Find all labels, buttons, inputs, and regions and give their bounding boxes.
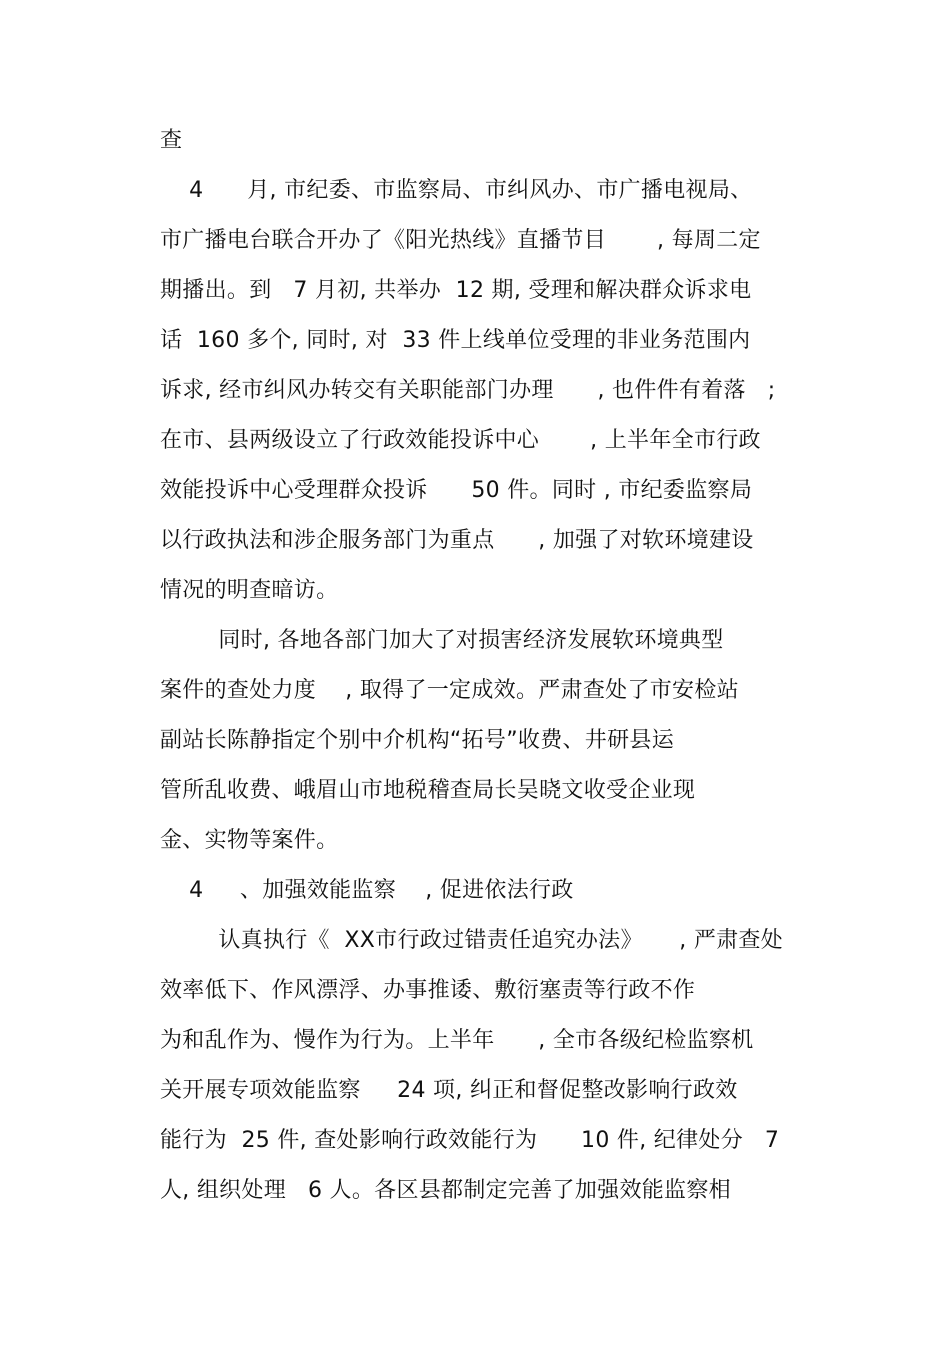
text-line: 市广播电台联合开办了《阳光热线》直播节目 , 每周二定 (160, 228, 761, 253)
text-line: 金、实物等案件。 (160, 828, 339, 853)
text-line: 副站长陈静指定个别中介机构“拓号”收费、井研县运 (160, 728, 674, 753)
text-line: 管所乱收费、峨眉山市地税稽查局长吴晓文收受企业现 (160, 778, 696, 803)
text-line: 同时, 各地各部门加大了对损害经济发展软环境典型 (160, 628, 724, 653)
text-line: 能行为 25 件, 查处影响行政效能行为 10 件, 纪律处分 7 (160, 1128, 780, 1153)
text-line: 以行政执法和涉企服务部门为重点 , 加强了对软环境建设 (160, 528, 754, 553)
text-line: 为和乱作为、慢作为行为。上半年 , 全市各级纪检监察机 (160, 1028, 754, 1053)
text-line: 认真执行《 XX市行政过错责任追究办法》 , 严肃查处 (160, 928, 784, 953)
text-line: 人, 组织处理 6 人。各区县都制定完善了加强效能监察相 (160, 1178, 731, 1203)
section-heading: 4 、加强效能监察 , 促进依法行政 (160, 878, 574, 903)
text-line: 期播出。到 7 月初, 共举办 12 期, 受理和解决群众诉求电 (160, 278, 752, 303)
text-line: 诉求, 经市纠风办转交有关职能部门办理 , 也件件有着落 ; (160, 378, 776, 403)
text-line: 情况的明查暗访。 (160, 578, 339, 603)
text-line: 查 (160, 128, 183, 153)
text-line: 4 月, 市纪委、市监察局、市纠风办、市广播电视局、 (160, 178, 753, 203)
text-line: 效率低下、作风漂浮、办事推诿、敷衍塞责等行政不作 (160, 978, 696, 1003)
text-line: 效能投诉中心受理群众投诉 50 件。同时 , 市纪委监察局 (160, 478, 753, 503)
text-line: 在市、县两级设立了行政效能投诉中心 , 上半年全市行政 (160, 428, 761, 453)
text-line: 案件的查处力度 , 取得了一定成效。严肃查处了市安检站 (160, 678, 739, 703)
text-line: 关开展专项效能监察 24 项, 纠正和督促整改影响行政效 (160, 1078, 738, 1103)
text-line: 话 160 多个, 同时, 对 33 件上线单位受理的非业务范围内 (160, 328, 751, 353)
